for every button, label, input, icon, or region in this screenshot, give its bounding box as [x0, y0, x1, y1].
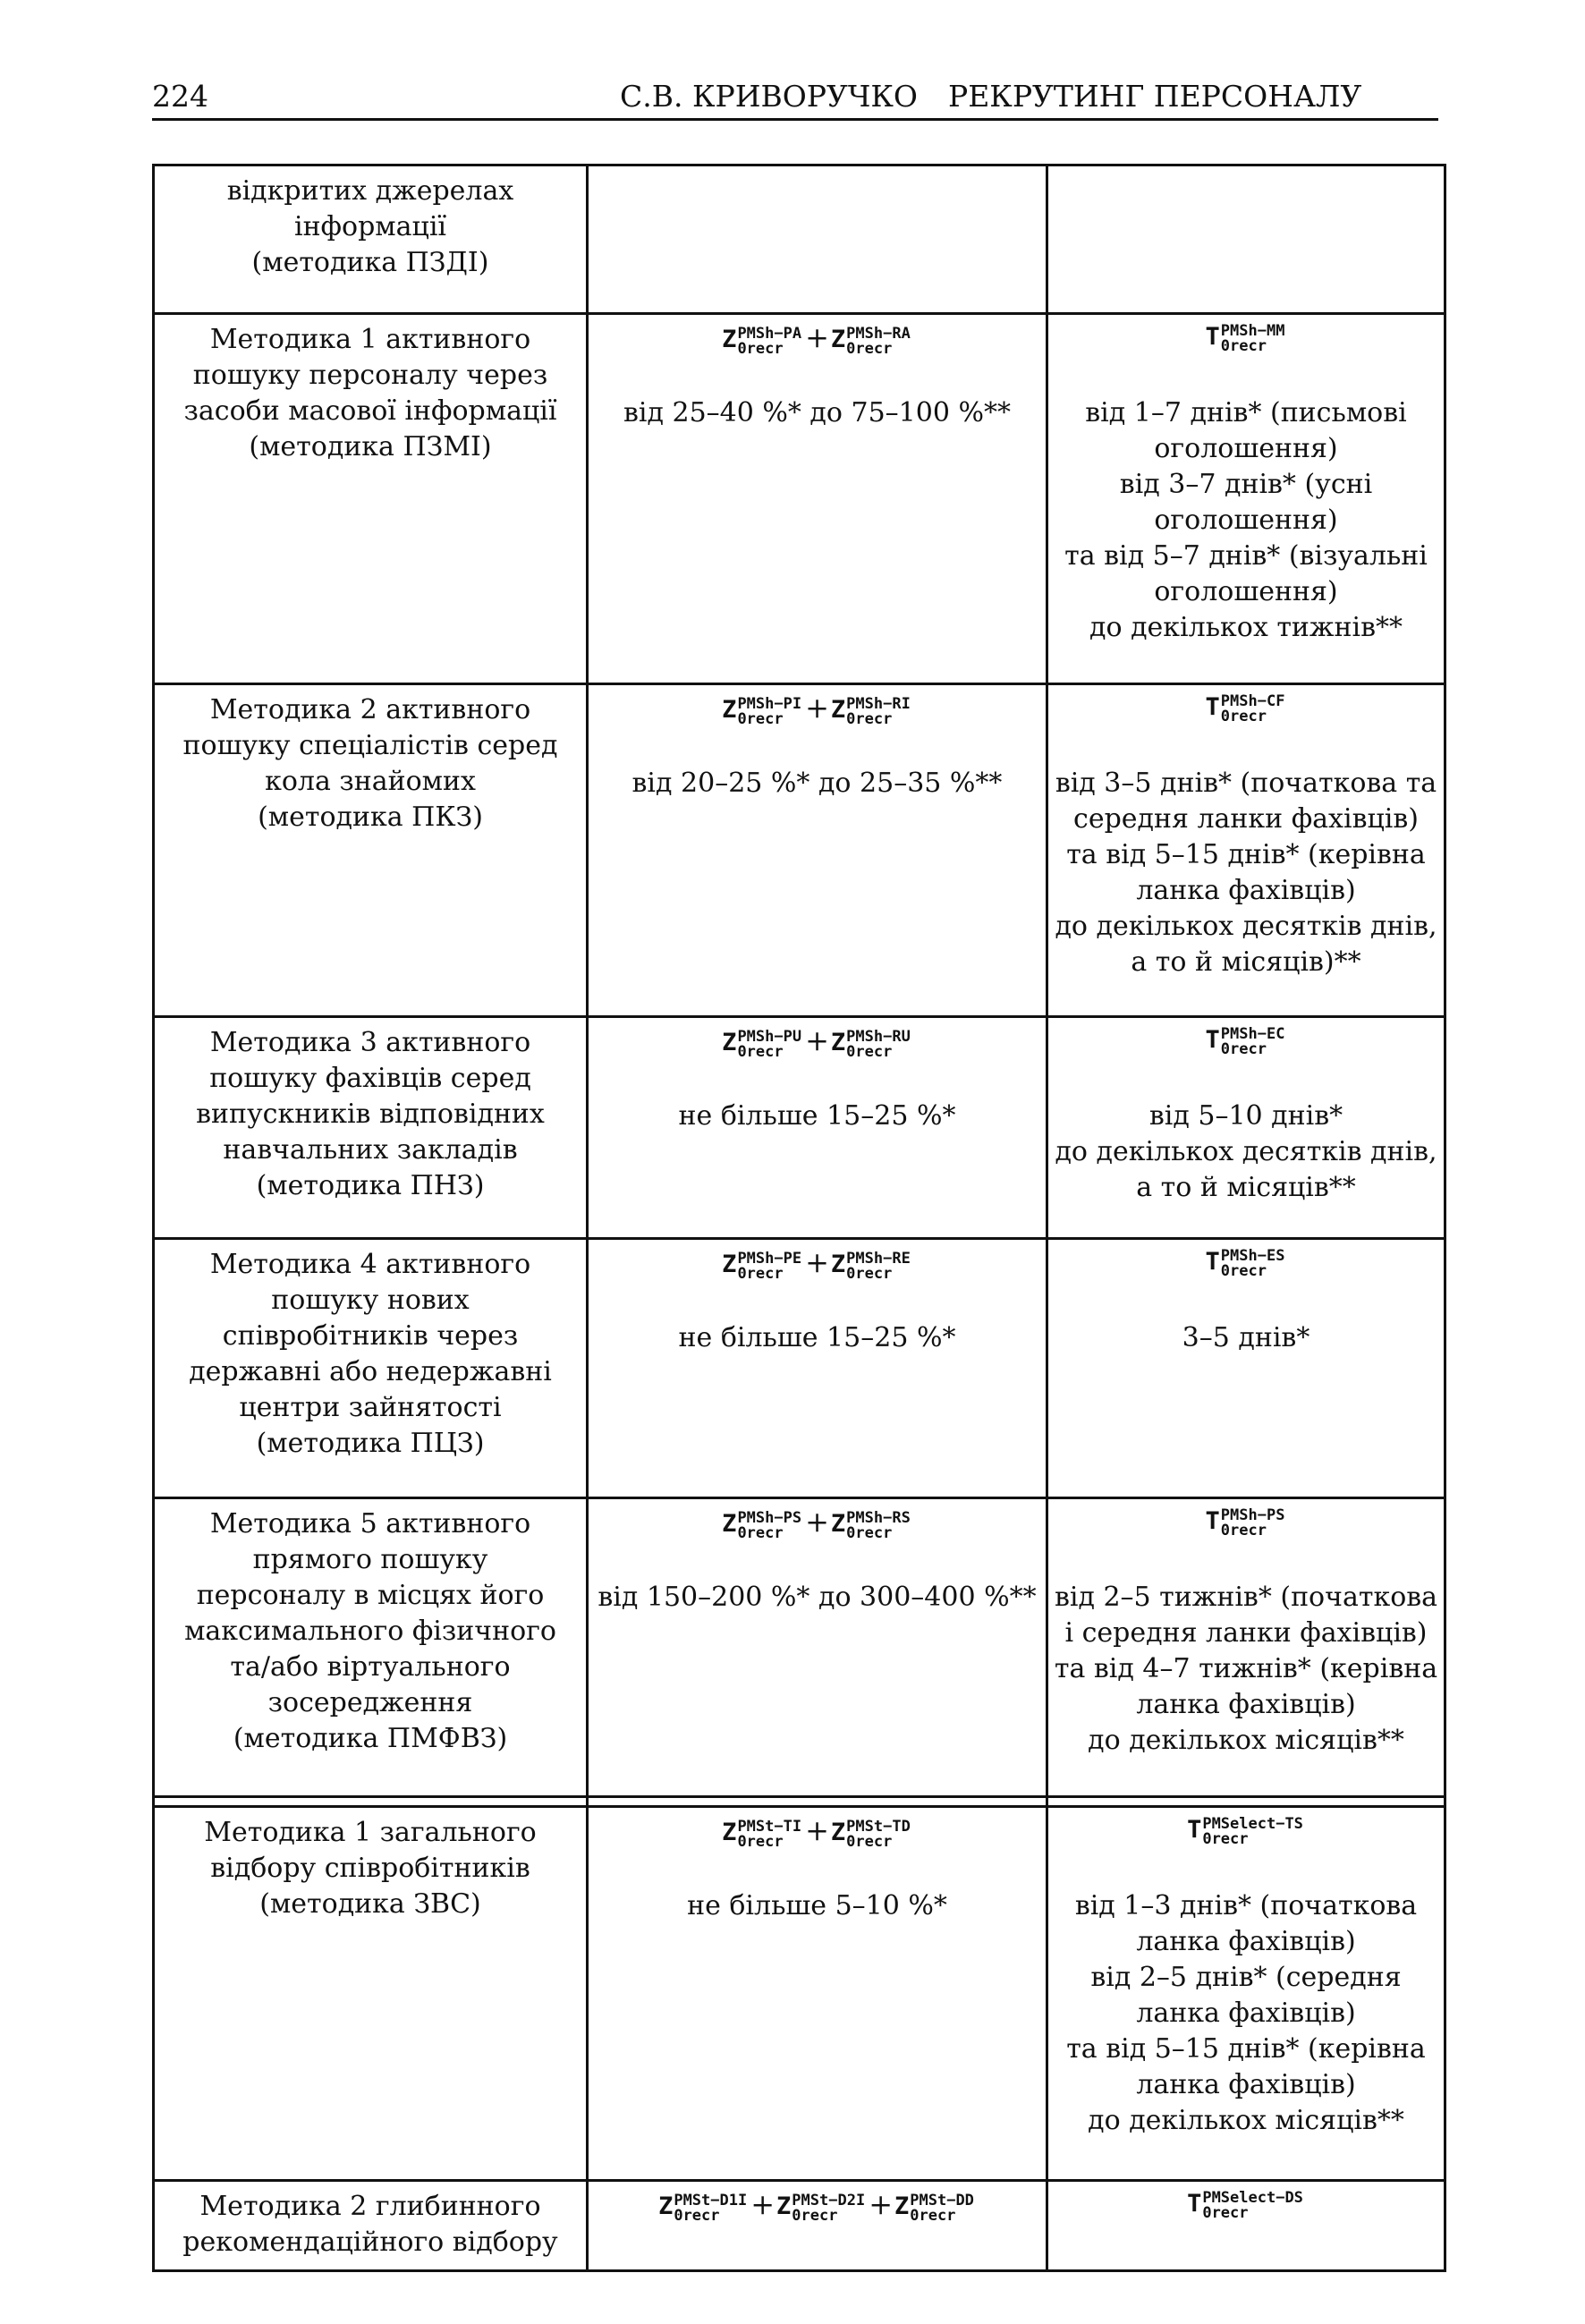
time-line: до декількох десятків днів,	[1055, 911, 1437, 942]
running-title: РЕКРУТИНГ ПЕРСОНАЛУ	[948, 79, 1362, 114]
time-line: та від 5–15 днів* (керівна	[1066, 2033, 1426, 2065]
method-line: (методика ПНЗ)	[256, 1170, 485, 1201]
method-line: (методика ПКЗ)	[258, 802, 483, 833]
time-line: від 3–5 днів* (початкова та	[1055, 768, 1437, 799]
method-line: (методика ПМФВЗ)	[233, 1723, 508, 1754]
formula-base: Z	[894, 2193, 910, 2220]
time-cell	[1047, 1807, 1445, 2181]
formula-term	[722, 1509, 803, 1542]
formula-term	[1187, 1815, 1305, 1848]
cost-cell	[588, 684, 1047, 1017]
plus-sign: +	[805, 691, 829, 725]
plus-sign: +	[805, 1023, 829, 1057]
method-line: Методика 4 активного	[209, 1249, 531, 1280]
time-line: а то й місяців)**	[1131, 946, 1361, 978]
time-line: від 5–10 днів*	[1148, 1100, 1343, 1132]
cell-spacer	[1054, 1544, 1438, 1580]
page-number: 224	[152, 79, 208, 114]
formula-base: Z	[722, 1819, 737, 1846]
formula-base: Z	[830, 326, 846, 353]
cell-spacer	[1054, 1063, 1438, 1098]
method-line: (методика ПЦЗ)	[256, 1428, 485, 1459]
formula-term	[722, 695, 803, 728]
time-formula	[1054, 692, 1438, 730]
formula-base: T	[1205, 323, 1220, 351]
formula-term	[830, 695, 912, 728]
method-line: співробітників через	[222, 1320, 519, 1352]
plus-sign: +	[805, 1245, 829, 1279]
plus-sign: +	[805, 1813, 829, 1847]
formula-base: Z	[722, 326, 737, 353]
formula-term	[1206, 1506, 1287, 1537]
method-line: зосередження	[267, 1687, 473, 1718]
time-formula	[1054, 1025, 1438, 1063]
cell-spacer	[594, 360, 1040, 395]
time-line: ланка фахівців)	[1136, 1926, 1356, 1957]
cost-line: від 25–40 %* до 75–100 %**	[623, 397, 1011, 428]
cost-formula	[594, 1247, 1040, 1285]
method-line: пошуку спеціалістів серед	[182, 730, 558, 761]
time-formula	[1054, 322, 1438, 360]
cost-formula	[594, 322, 1040, 360]
time-line: ланка фахівців)	[1136, 1689, 1356, 1720]
method-cell	[154, 165, 588, 314]
cell-spacer	[1054, 360, 1438, 395]
formula-superscript: PMSt−D1I	[674, 2192, 748, 2209]
method-line: Методика 5 активного	[209, 1508, 531, 1539]
formula-base: Z	[830, 696, 846, 724]
formula-subscript: 0recr	[910, 2207, 956, 2225]
time-cell	[1047, 2181, 1445, 2271]
time-formula	[1054, 1506, 1438, 1544]
formula-term	[722, 1818, 803, 1851]
formula-term	[722, 1028, 803, 1061]
cost-cell	[588, 2181, 1047, 2271]
time-line: середня ланки фахівців)	[1073, 803, 1419, 835]
formula-superscript: PMSelect−DS	[1202, 2189, 1303, 2207]
method-line: Методика 2 активного	[209, 694, 531, 725]
cost-formula	[594, 1815, 1040, 1853]
formula-subscript: 0recr	[1220, 337, 1267, 355]
formula-term	[830, 1509, 912, 1542]
method-line: центри зайнятості	[239, 1392, 502, 1423]
method-line: (методика ПЗДІ)	[251, 247, 489, 278]
method-line: відкритих джерелах	[226, 175, 514, 207]
formula-superscript: PMSh−ES	[1220, 1247, 1285, 1265]
formula-superscript: PMSh−CF	[1220, 692, 1285, 710]
method-line: Методика 2 глибинного	[199, 2191, 541, 2222]
separator-cell	[1047, 1797, 1445, 1807]
time-formula	[1054, 1247, 1438, 1285]
formula-term	[1205, 322, 1287, 355]
method-line: випускників відповідних	[196, 1098, 545, 1130]
formula-base: T	[1205, 1507, 1220, 1535]
formula-subscript: 0recr	[1220, 1262, 1267, 1280]
time-line: та від 4–7 тижнів* (керівна	[1054, 1653, 1438, 1684]
time-formula	[1054, 1815, 1438, 1853]
method-line: (методика ПЗМІ)	[249, 431, 492, 462]
separator-cell	[154, 1797, 588, 1807]
formula-subscript: 0recr	[846, 1043, 893, 1061]
time-line: ланка фахівців)	[1136, 1997, 1356, 2029]
formula-base: Z	[658, 2193, 674, 2220]
time-line: оголошення)	[1154, 433, 1338, 464]
plus-sign: +	[869, 2187, 893, 2221]
method-line: прямого пошуку	[252, 1544, 488, 1575]
method-cell	[154, 1239, 588, 1498]
cost-formula	[594, 2189, 1040, 2226]
method-line: пошуку нових	[271, 1285, 470, 1316]
formula-superscript: PMSh−RE	[846, 1250, 911, 1268]
formula-term	[894, 2192, 976, 2225]
cell-spacer	[594, 1063, 1040, 1098]
formula-subscript: 0recr	[737, 1043, 784, 1061]
formula-term	[830, 325, 912, 358]
time-line: до декількох тижнів**	[1089, 612, 1403, 643]
table-row	[154, 165, 1445, 314]
method-line: засоби масової інформації	[183, 395, 557, 427]
table-row	[154, 1498, 1445, 1797]
formula-subscript: 0recr	[737, 1833, 784, 1851]
formula-subscript: 0recr	[674, 2207, 720, 2225]
formula-term	[776, 2192, 867, 2225]
formula-term	[722, 325, 803, 358]
time-cell	[1047, 165, 1445, 314]
cost-formula	[594, 1506, 1040, 1544]
cost-cell	[588, 1017, 1047, 1239]
cell-spacer	[594, 730, 1040, 766]
method-line: та/або віртуального	[230, 1651, 511, 1683]
time-line: ланка фахівців)	[1136, 2069, 1356, 2100]
table-row	[154, 2181, 1445, 2271]
formula-subscript: 0recr	[737, 1524, 784, 1542]
cell-spacer	[1054, 730, 1438, 766]
formula-base: Z	[830, 1510, 846, 1538]
time-line: до декількох місяців**	[1088, 1725, 1404, 1756]
formula-term	[722, 1250, 803, 1283]
time-cell	[1047, 1498, 1445, 1797]
cell-spacer	[594, 1544, 1040, 1580]
formula-superscript: PMSt−D2I	[792, 2192, 866, 2209]
time-formula	[1054, 2189, 1438, 2226]
formula-superscript: PMSt−TI	[737, 1818, 802, 1836]
formula-base: Z	[722, 696, 737, 724]
cost-line: не більше 15–25 %*	[678, 1322, 956, 1353]
formula-subscript: 0recr	[737, 1265, 784, 1283]
cost-cell	[588, 165, 1047, 314]
cost-line: від 20–25 %* до 25–35 %**	[631, 768, 1003, 799]
formula-term	[1205, 1247, 1287, 1280]
method-cell	[154, 1807, 588, 2181]
formula-subscript: 0recr	[1220, 1522, 1267, 1539]
time-line: від 1–7 днів* (письмові	[1085, 397, 1407, 428]
formula-subscript: 0recr	[1220, 708, 1267, 725]
formula-base: T	[1187, 2190, 1202, 2218]
formula-subscript: 0recr	[846, 710, 893, 728]
cell-spacer	[594, 1853, 1040, 1888]
table-row	[154, 314, 1445, 684]
cell-spacer	[1054, 1853, 1438, 1888]
cost-line: від 150–200 %* до 300–400 %**	[598, 1582, 1037, 1613]
formula-term	[658, 2192, 749, 2225]
formula-term	[1206, 692, 1287, 723]
methods-table	[152, 164, 1446, 2272]
formula-base: Z	[722, 1029, 737, 1056]
formula-superscript: PMSh−PU	[737, 1028, 802, 1046]
formula-subscript: 0recr	[737, 340, 784, 358]
cost-line: не більше 5–10 %*	[687, 1890, 947, 1921]
formula-term	[830, 1818, 912, 1851]
time-line: ланка фахівців)	[1136, 875, 1356, 906]
formula-superscript: PMSh−RU	[846, 1028, 911, 1046]
cell-spacer	[594, 1285, 1040, 1320]
formula-superscript: PMSh−PS	[737, 1509, 802, 1527]
running-author: С.В. КРИВОРУЧКО	[620, 79, 918, 114]
cost-cell	[588, 314, 1047, 684]
method-cell	[154, 1017, 588, 1239]
method-line: Методика 1 активного	[209, 324, 531, 355]
page-header	[152, 73, 1438, 121]
formula-base: T	[1187, 1816, 1202, 1844]
cell-spacer	[1054, 1285, 1438, 1320]
time-cell	[1047, 684, 1445, 1017]
time-line: оголошення)	[1154, 505, 1338, 536]
formula-subscript: 0recr	[1202, 2204, 1249, 2222]
methods-table-body	[154, 165, 1445, 2271]
separator-cell	[588, 1797, 1047, 1807]
method-line: максимального фізичного	[184, 1616, 556, 1647]
plus-sign: +	[805, 320, 829, 354]
method-line: Методика 3 активного	[209, 1027, 531, 1058]
formula-subscript: 0recr	[792, 2207, 838, 2225]
method-line: Методика 1 загального	[204, 1817, 537, 1848]
formula-term	[1206, 1025, 1287, 1056]
method-line: (методика ЗВС)	[259, 1888, 481, 1920]
method-line: відбору співробітників	[210, 1853, 530, 1884]
time-line: і середня ланки фахівців)	[1064, 1617, 1428, 1649]
formula-base: T	[1205, 693, 1220, 721]
time-line: 3–5 днів*	[1182, 1322, 1310, 1353]
formula-base: T	[1205, 1248, 1220, 1276]
formula-term	[830, 1028, 912, 1061]
time-line: від 1–3 днів* (початкова	[1074, 1890, 1418, 1921]
formula-base: Z	[830, 1819, 846, 1846]
cost-formula	[594, 1025, 1040, 1063]
time-line: та від 5–7 днів* (візуальні	[1064, 540, 1428, 572]
method-line: пошуку фахівців серед	[209, 1063, 531, 1094]
method-line: навчальних закладів	[223, 1134, 518, 1166]
formula-subscript: 0recr	[846, 1265, 893, 1283]
method-line: персоналу в місцях його	[196, 1580, 545, 1611]
cost-formula	[594, 692, 1040, 730]
formula-superscript: PMSh−RI	[846, 695, 911, 713]
formula-subscript: 0recr	[846, 1833, 893, 1851]
method-cell	[154, 1498, 588, 1797]
formula-base: Z	[722, 1251, 737, 1278]
table-row	[154, 684, 1445, 1017]
method-line: пошуку персоналу через	[192, 360, 548, 391]
formula-superscript: PMSh−MM	[1220, 322, 1285, 340]
formula-superscript: PMSelect−TS	[1202, 1815, 1303, 1833]
method-cell	[154, 2181, 588, 2271]
plus-sign: +	[805, 1505, 829, 1539]
time-line: та від 5–15 днів* (керівна	[1066, 839, 1426, 870]
time-line: оголошення)	[1154, 576, 1338, 607]
time-line: від 3–7 днів* (усні	[1119, 469, 1373, 500]
formula-subscript: 0recr	[1202, 1830, 1249, 1848]
formula-subscript: 0recr	[846, 340, 893, 358]
formula-term	[1187, 2189, 1305, 2222]
formula-superscript: PMSh−PI	[737, 695, 802, 713]
plus-sign: +	[750, 2187, 776, 2221]
method-cell	[154, 684, 588, 1017]
time-line: а то й місяців**	[1136, 1172, 1356, 1203]
formula-superscript: PMSh−PA	[737, 325, 802, 343]
formula-base: Z	[830, 1251, 846, 1278]
formula-superscript: PMSh−EC	[1220, 1025, 1285, 1043]
formula-superscript: PMSh−PS	[1220, 1506, 1285, 1524]
cost-cell	[588, 1239, 1047, 1498]
formula-subscript: 0recr	[846, 1524, 893, 1542]
cost-cell	[588, 1498, 1047, 1797]
formula-subscript: 0recr	[737, 710, 784, 728]
table-row	[154, 1807, 1445, 2181]
time-cell	[1047, 1239, 1445, 1498]
formula-base: Z	[722, 1510, 737, 1538]
formula-superscript: PMSh−PE	[737, 1250, 802, 1268]
cost-line: не більше 15–25 %*	[678, 1100, 956, 1132]
time-cell	[1047, 1017, 1445, 1239]
formula-superscript: PMSh−RS	[846, 1509, 911, 1527]
method-line: державні або недержавні	[189, 1356, 552, 1387]
method-line: інформації	[293, 211, 447, 242]
table-row	[154, 1239, 1445, 1498]
method-line: рекомендаційного відбору	[182, 2226, 558, 2258]
table-separator-row	[154, 1797, 1445, 1807]
time-cell	[1047, 314, 1445, 684]
formula-base: Z	[830, 1029, 846, 1056]
formula-subscript: 0recr	[1220, 1040, 1267, 1058]
method-cell	[154, 314, 588, 684]
time-line: від 2–5 днів* (середня	[1090, 1962, 1402, 1993]
time-line: до декількох місяців**	[1088, 2105, 1404, 2136]
formula-base: Z	[776, 2193, 792, 2220]
formula-superscript: PMSt−DD	[910, 2192, 974, 2209]
formula-term	[830, 1250, 912, 1283]
time-line: до декількох десятків днів,	[1055, 1136, 1437, 1167]
time-line: від 2–5 тижнів* (початкова	[1054, 1582, 1438, 1613]
table-row	[154, 1017, 1445, 1239]
cost-cell	[588, 1807, 1047, 2181]
formula-base: T	[1205, 1026, 1220, 1054]
formula-superscript: PMSt−TD	[846, 1818, 911, 1836]
formula-superscript: PMSh−RA	[846, 325, 911, 343]
method-line: кола знайомих	[265, 766, 476, 797]
